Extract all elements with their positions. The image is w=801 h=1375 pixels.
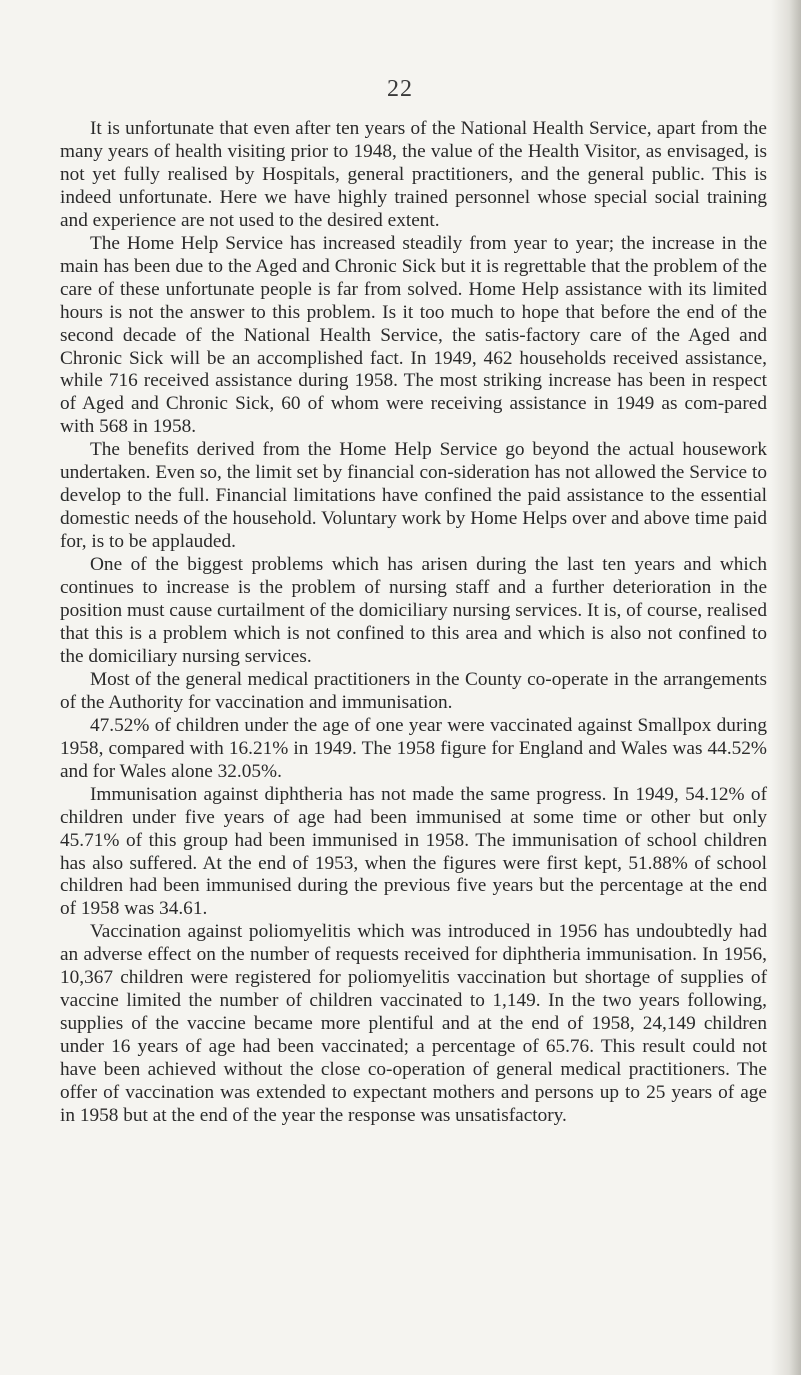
paragraph-diphtheria: Immunisation against diphtheria has not made the same progress. In 1949, 54.12% of children under five years of age had been immunised at some time or other but only 45.71% of this group had been immunised in 1958. The immunisation of school children has also suffered. At the end of 1953, when the figures were first kept, 51.88% of school children had been immunised during the previous five years but the percentage at the end of 1958 was 34.61. bbox=[60, 783, 767, 920]
paragraph-home-help-service: The Home Help Service has increased steadily from year to year; the increase in the main has been due to the Aged and Chronic Sick but it is regrettable that the problem of the care of these unfortunate people is far from solved. Home Help assistance with its limited hours is not the answer to this problem. Is it too much to hope that before the end of the second decade of the National Health Service, the satis-factory care of the Aged and Chronic Sick will be an accomplished fact. In 1949, 462 households received assistance, while 716 received assistance during 1958. The most striking increase has been in respect of Aged and Chronic Sick, 60 of whom were receiving assistance in 1949 as com-pared with 568 in 1958. bbox=[60, 232, 767, 438]
paragraph-home-help-benefits: The benefits derived from the Home Help Service go beyond the actual housework undertaken. Even so, the limit set by financial con-sideration has not allowed the Service to develop to the full. Financial limitations have confined the paid assistance to the essential domestic needs of the household. Voluntary work by Home Helps over and above time paid for, is to be applauded. bbox=[60, 439, 767, 553]
paragraph-practitioners: Most of the general medical practitioners in the County co-operate in the arrangements of the Authority for vaccination and immunisation. bbox=[60, 668, 767, 713]
paragraph-nursing-staff: One of the biggest problems which has arisen during the last ten years and which continues to increase is the problem of nursing staff and a further deterioration in the position must cause curtailment of the domiciliary nursing services. It is, of course, realised that this is a problem which is not confined to this area and which is also not confined to the domiciliary nursing services. bbox=[60, 554, 767, 667]
paragraph-health-visitor: It is unfortunate that even after ten years of the National Health Service, apart from the many years of health visiting prior to 1948, the value of the Health Visitor, as envisaged, is not yet fully realised by Hospitals, general practitioners, and the general public. This is indeed unfortunate. Here we have highly trained personnel whose special social training and experience are not used to the desired extent. bbox=[60, 118, 767, 231]
paragraph-poliomyelitis: Vaccination against poliomyelitis which was introduced in 1956 has undoubtedly had an adverse effect on the number of requests received for diphtheria immunisation. In 1956, 10,367 children were registered for poliomyelitis vaccination but shortage of supplies of vaccine limited the number of children vaccinated to 1,149. In the two years following, supplies of the vaccine became more plentiful and at the end of 1958, 24,149 children under 16 years of age had been vaccinated; a percentage of 65.76. This result could not have been achieved without the close co-operation of general medical practitioners. The offer of vaccination was extended to expectant mothers and persons up to 25 years of age in 1958 but at the end of the year the response was unsatisfactory. bbox=[60, 921, 767, 1126]
paragraph-smallpox: 47.52% of children under the age of one year were vaccinated against Smallpox during 1958, compared with 16.21% in 1949. The 1958 figure for England and Wales was 44.52% and for Wales alone 32.05%. bbox=[60, 714, 767, 782]
page-edge-shadow bbox=[771, 0, 801, 1375]
page-number: 22 bbox=[387, 76, 413, 102]
body-text bbox=[60, 118, 767, 1128]
